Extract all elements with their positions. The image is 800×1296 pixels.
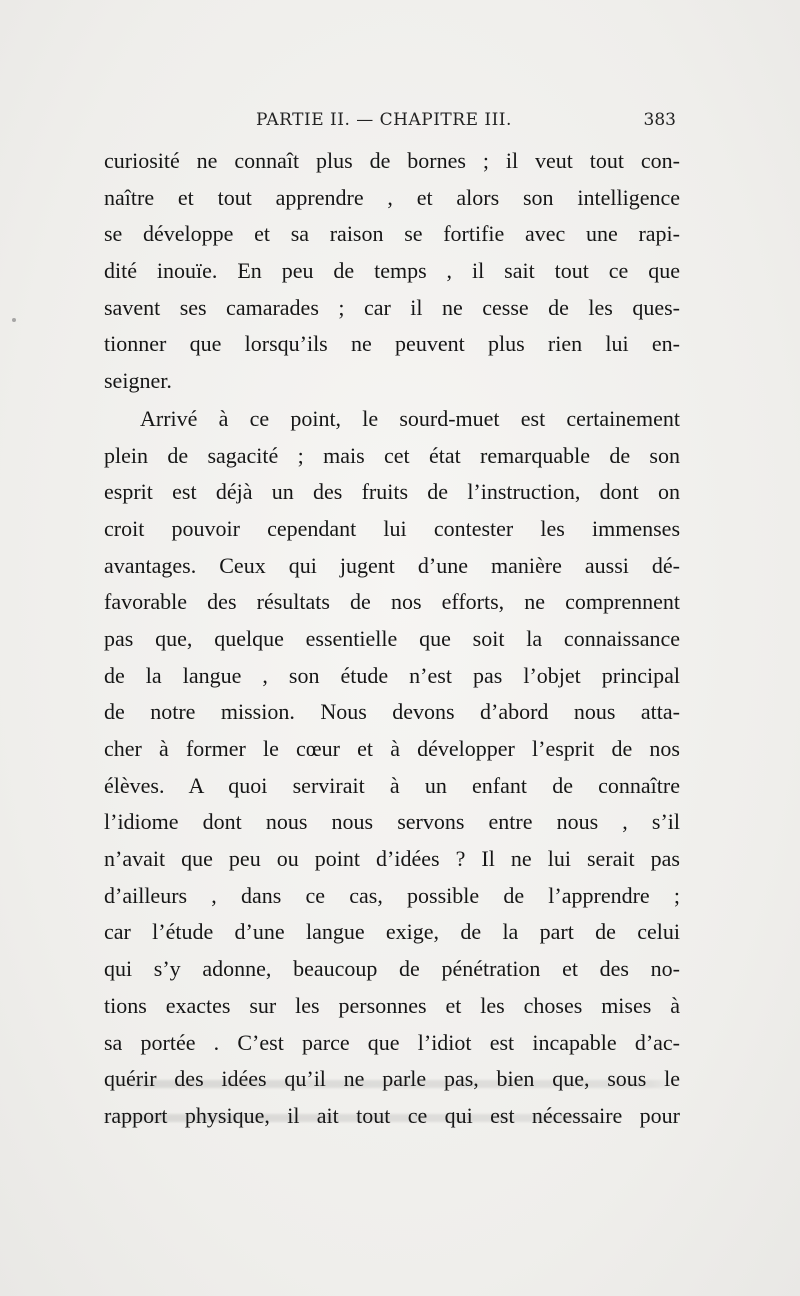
text-line: pas que, quelque essentielle que soit la connaissance: [104, 625, 680, 651]
page-header: [104, 110, 680, 140]
text-line: d’ailleurs , dans ce cas, possible de l’apprendre ;: [104, 882, 680, 908]
text-line: cher à former le cœur et à développer l’esprit de nos: [104, 736, 680, 761]
text-line: curiosité ne connaît plus de bornes ; il veut tout con-: [104, 148, 680, 173]
text-line: favorable des résultats de nos efforts, ne comprennent: [104, 589, 680, 615]
text-line: de notre mission. Nous devons d’abord nous atta-: [104, 699, 680, 725]
paragraph: [104, 143, 680, 400]
text-line: qui s’y adonne, beaucoup de pénétration et des no-: [104, 956, 680, 982]
text-line: Arrivé à ce point, le sourd-muet est certainement: [140, 405, 680, 431]
paragraph: [104, 401, 680, 1135]
text-line: seigner.: [104, 368, 172, 394]
text-line: dité inouïe. En peu de temps , il sait tout ce que: [104, 258, 680, 284]
text-line: plein de sagacité ; mais cet état remarquable de son: [104, 442, 680, 468]
body-text: [104, 143, 680, 1135]
text-line: n’avait que peu ou point d’idées ? Il ne lui serait pas: [104, 846, 680, 872]
text-line: savent ses camarades ; car il ne cesse de les ques-: [104, 294, 680, 320]
text-line: sa portée . C’est parce que l’idiot est incapable d’ac-: [104, 1029, 680, 1055]
text-line: tions exactes sur les personnes et les choses mises à: [104, 992, 680, 1018]
text-line: se développe et sa raison se fortifie avec une rapi-: [104, 221, 680, 247]
text-line: élèves. A quoi servirait à un enfant de connaître: [104, 772, 680, 798]
page-number: 383: [643, 110, 676, 130]
running-head: PARTIE II. — CHAPITRE III.: [256, 110, 512, 130]
text-line: car l’étude d’une langue exige, de la part de celui: [104, 919, 680, 945]
text-line: croit pouvoir cependant lui contester les immenses: [104, 515, 680, 541]
text-line: esprit est déjà un des fruits de l’instruction, dont on: [104, 479, 680, 505]
text-line: l’idiome dont nous nous servons entre nous , s’il: [104, 809, 680, 835]
text-line: tionner que lorsqu’ils ne peuvent plus rien lui en-: [104, 331, 680, 357]
text-line: rapport physique, il ait tout ce qui est nécessaire pour: [104, 1102, 680, 1128]
text-line: avantages. Ceux qui jugent d’une manière aussi dé-: [104, 552, 680, 578]
ink-speck: [12, 318, 16, 322]
text-line: quérir des idées qu’il ne parle pas, bien que, sous le: [104, 1066, 680, 1092]
text-line: naître et tout apprendre , et alors son intelligence: [104, 184, 680, 210]
text-line: de la langue , son étude n’est pas l’objet principal: [104, 662, 680, 688]
